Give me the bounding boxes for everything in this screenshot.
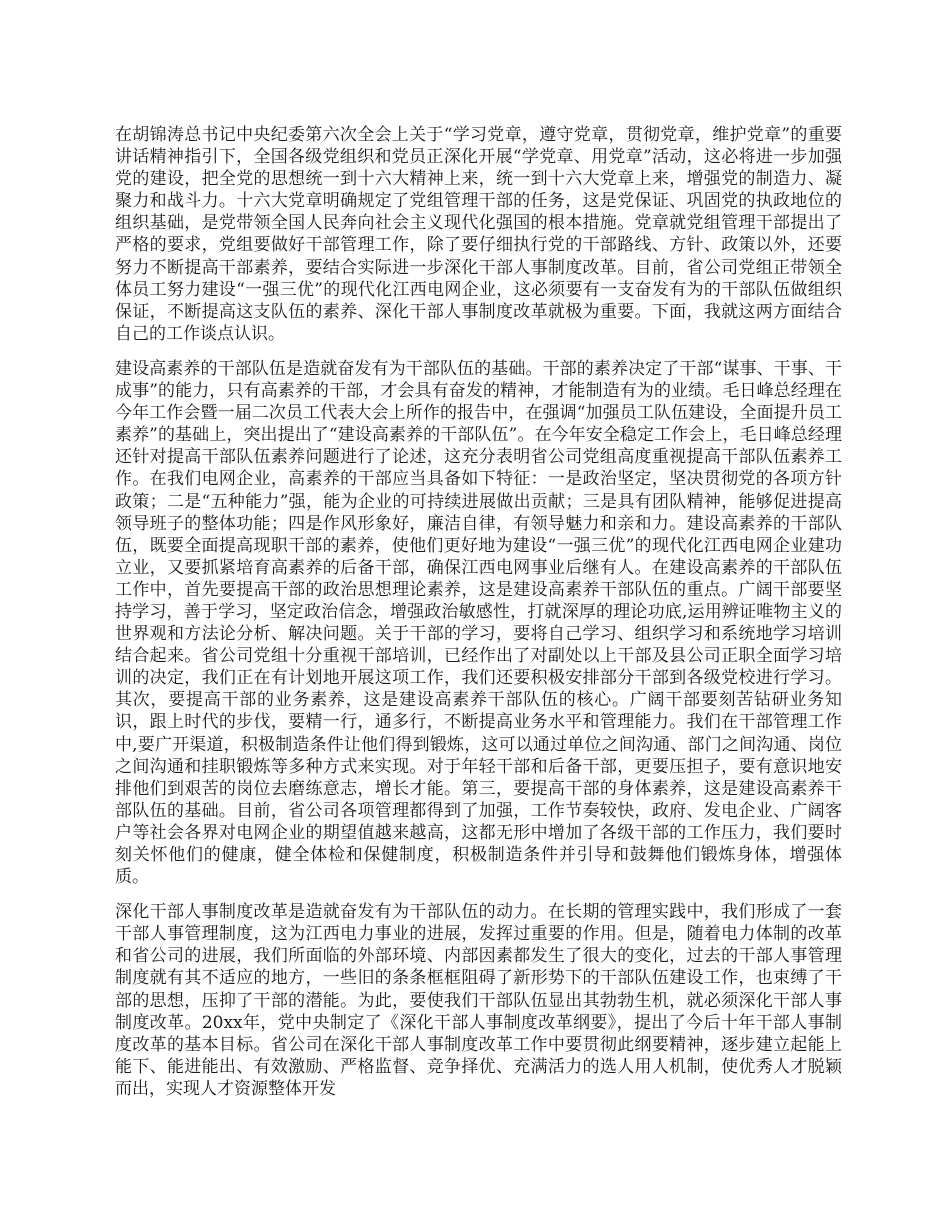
document-body — [115, 124, 842, 1113]
paragraph-high-quality-cadres: 建设高素养的干部队伍是造就奋发有为干部队伍的基础。干部的素养决定了干部“谋事、干事、干成事”的能力，只有高素养的干部，才会具有奋发的精神，才能制造有为的业绩。毛日峰总经理在今年工作会暨一届二次员工代表大会上所作的报告中，在强调“加强员工队伍建设，全面提升员工素养”的基础上，突出提出了“建设高素养的干部队伍”。在今年安全稳定工作会上，毛日峰总经理还针对提高干部队伍素养问题进行了论述，这充分表明省公司党组高度重视提高干部队伍素养工作。在我们电网企业，高素养的干部应当具备如下特征：一是政治坚定，坚决贯彻党的各项方针政策；二是“五种能力”强，能为企业的可持续进展做出贡献；三是具有团队精神，能够促进提高领导班子的整体功能；四是作风形象好，廉洁自律，有领导魅力和亲和力。建设高素养的干部队伍，既要全面提高现职干部的素养，使他们更好地为建设“一强三优”的现代化江西电网企业建功立业，又要抓紧培育高素养的后备干部，确保江西电网事业后继有人。在建设高素养的干部队伍工作中，首先要提高干部的政治思想理论素养，这是建设高素养干部队伍的重点。广阔干部要坚持学习，善于学习，坚定政治信念，增强政治敏感性，打就深厚的理论功底,运用辨证唯物主义的世界观和方法论分析、解决问题。关于干部的学习，要将自己学习、组织学习和系统地学习培训结合起来。省公司党组十分重视干部培训，已经作出了对副处以上干部及县公司正职全面学习培训的决定，我们正在有计划地开展这项工作，我们还要积极安排部分干部到各级党校进行学习。其次，要提高干部的业务素养，这是建设高素养干部队伍的核心。广阔干部要刻苦钻研业务知识，跟上时代的步伐，要精一行，通多行，不断提高业务水平和管理能力。我们在干部管理工作中,要广开渠道，积极制造条件让他们得到锻炼，这可以通过单位之间沟通、部门之间沟通、岗位之间沟通和挂职锻炼等多种方式来实现。对于年轻干部和后备干部，更要压担子，要有意识地安排他们到艰苦的岗位去磨练意志，增长才能。第三，要提高干部的身体素养，这是建设高素养干部队伍的基础。目前，省公司各项管理都得到了加强，工作节奏较快，政府、发电企业、广阔客户等社会各界对电网企业的期望值越来越高，这都无形中增加了各级干部的工作压力，我们要时刻关怀他们的健康，健全体检和保健制度，积极制造条件并引导和鼓舞他们锻炼身体，增强体质。 — [115, 358, 842, 888]
paragraph-intro: 在胡锦涛总书记中央纪委第六次全会上关于“学习党章，遵守党章，贯彻党章，维护党章”的重要讲话精神指引下，全国各级党组织和党员正深化开展“学党章、用党章”活动，这必将进一步加强党的建设，把全党的思想统一到十六大精神上来，统一到十六大党章上来，增强党的制造力、凝聚力和战斗力。十六大党章明确规定了党组管理干部的任务，这是党保证、巩固党的执政地位的组织基础，是党带领全国人民奔向社会主义现代化强国的根本措施。党章就党组管理干部提出了严格的要求，党组要做好干部管理工作，除了要仔细执行党的干部路线、方针、政策以外，还要努力不断提高干部素养，要结合实际进一步深化干部人事制度改革。目前，省公司党组正带领全体员工努力建设“一强三优”的现代化江西电网企业，这必须要有一支奋发有为的干部队伍做组织保证，不断提高这支队伍的素养、深化干部人事制度改革就极为重要。下面，我就这两方面结合自己的工作谈点认识。 — [115, 125, 842, 344]
paragraph-personnel-reform: 深化干部人事制度改革是造就奋发有为干部队伍的动力。在长期的管理实践中，我们形成了一套干部人事管理制度，这为江西电力事业的进展，发挥过重要的作用。但是，随着电力体制的改革和省公司的进展，我们所面临的外部环境、内部因素都发生了很大的变化，过去的干部人事管理制度就有其不适应的地方，一些旧的条条框框阻碍了新形势下的干部队伍建设工作，也束缚了干部的思想，压抑了干部的潜能。为此，要使我们干部队伍显出其勃勃生机，就必须深化干部人事制度改革。20xx年，党中央制定了《深化干部人事制度改革纲要》，提出了今后十年干部人事制度改革的基本目标。省公司在深化干部人事制度改革工作中要贯彻此纲要精神，逐步建立起能上能下、能进能出、有效激励、严格监督、竞争择优、充满活力的选人用人机制，使优秀人才脱颖而出，实现人才资源整体开发 — [115, 902, 842, 1099]
